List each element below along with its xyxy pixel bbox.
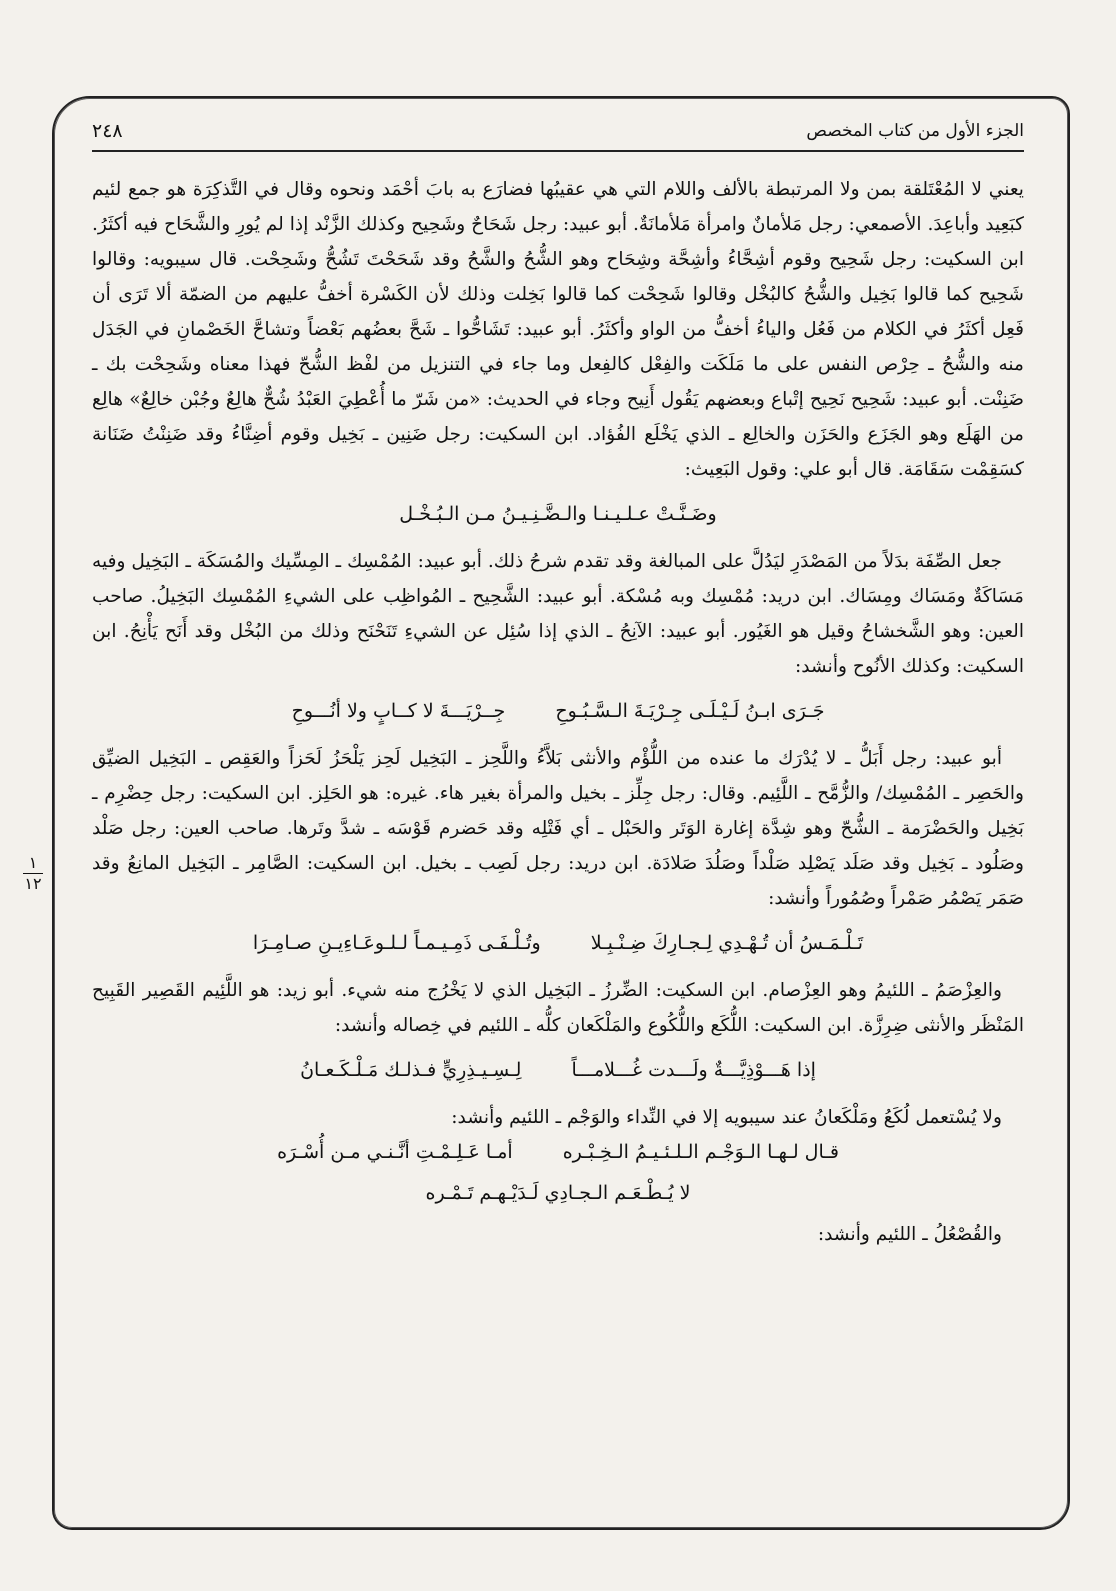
verse-1-hemistich: وضَـنَّـتْ عـلـيـنـا والـضَّـنِـيـنُ مـن الـبُـخْـل xyxy=(399,503,717,525)
verse-2-second-hemistich: جِــرْيَـــةَ لا كــابٍ ولا أنُـــوحِ xyxy=(291,700,506,722)
verse-4-second-hemistich: لِـسِـيـذِرِيٍّ فـذلـك مَـلْـكَـعـانُ xyxy=(300,1059,522,1081)
verse-3-first-hemistich: تَـلْـمَـسُ أن تُـهْـدِي لِـجـارِكَ ضِـنْـبِـلا xyxy=(590,932,864,954)
paragraph-1: يعني لا المُعْتَلقة بمن ولا المرتبطة بالألف واللام التي هي عقيبُها فضارَع به بابَ أحْمَد ونحوه وقال في التَّذكِرَة هو جمع لئيم كبَعِيد وأباعِدَ. الأصمعي: رجل مَلأمانٌ وامرأة مَلأمانَةٌ. أبو عبيد: رجل شَحَاحٌ وشَحِيح وكذلك الزَّنْد إذا لم يُورِ والشَّحَاح فيه أكثَرُ. ابن السكيت: رجل شَحِيح وقوم أشِحَّاءُ وأشِحَّة وشِحَاح وهو الشُّحُ والشَّحُ وقد شَحَحْتَ تَشُحُّ وشَحِحْت. قال سيبويه: وقالوا شَحِيح كما قالوا بَخِيل والشُّحُ كالبُخْل وقالوا شَحِحْت كما قالوا بَخِلت وذلك لأن الكَسْرة أخفُّ عليهم من الضمّة ألا تَرَى أن فَعِل أكثَرُ في الكلام من فَعُل والياءُ أخفُّ من الواو وأكثَرُ. أبو عبيد: تَشَاحُّوا ـ شَحَّ بعضُهم بَعْضاً وتشاحَّ الخَصْمانِ في الجَدَل منه والشُّحُ ـ حِرْص النفس على ما مَلَكَت والفِعْل كالفِعل وما جاء في التنزيل من لفْظ الشُّحّ فهذا معناه وشَحِحْت بك ـ ضَنِنْت. أبو عبيد: شَحِيح نَحِيح إتْباع وبعضهم يَقُول أَنِيح وجاء في الحديث: «من شَرّ ما أُعْطِيَ العَبْدُ شُحٌّ هالِعٌ وجُبْن خالِعٌ» هالِع من الهَلَع وهو الجَزَع والحَزَن والخالِع ـ الذي يَخْلَع الفُؤاد. ابن السكيت: رجل ضَنِين ـ بَخِيل وقوم أضِنَّاءُ وقد ضَنِنْتُ ضَنَانة كسَقِمْت سَقَامَة. قال أبو علي: وقول البَعِيث: xyxy=(92,179,1024,480)
verse-5 xyxy=(92,1135,1024,1170)
header-title: الجزء الأول من كتاب المخصص xyxy=(806,121,1024,141)
verse-2-first-hemistich: جَـرَى ابـنُ لَـيْـلَـى جِـرْيَـةَ الـسَّـبُـوحِ xyxy=(555,700,825,722)
running-header xyxy=(92,112,1024,152)
margin-folio-note xyxy=(18,854,48,893)
verse-4 xyxy=(92,1053,1024,1088)
paragraph-4: والعِزْصَمُ ـ اللئيمُ وهو العِزْصام. ابن السكيت: الضِّرزُ ـ البَخِيل الذي لا يَخْرُج منه شيء. أبو زيد: هو اللَّئِيم القَصِير القَبِيح المَنْظَر والأنثى ضِرِزَّة. ابن السكيت: اللُّكَع واللُّكُوع والمَلْكَعان كلُّه ـ اللئيم في خِصاله وأنشد: xyxy=(92,980,1024,1036)
page-number: ٢٤٨ xyxy=(92,120,123,142)
margin-note-denominator: ١٢ xyxy=(24,874,42,893)
verse-5-second-hemistich: أمـا عَـلِـمْـتِ أنَّـنـي مـن أُسْـرَه xyxy=(277,1141,513,1163)
verse-6 xyxy=(92,1176,1024,1211)
paragraph-3: أبو عبيد: رجل أَبَلُّ ـ لا يُدْرَك ما عنده من اللُّؤْم والأنثى بَلاَّءُ واللَّحِز ـ البَخِيل لَحِز يَلْحَزُ لَحَزاً والعَقِص ـ البَخِيل الضيِّق والحَصِر ـ المُمْسِك/ والزُّمَّح ـ اللَّئِيم. وقال: رجل جِلِّز ـ بخيل والمرأة بغير هاء. غيره: هو الحَلِز. ابن السكيت: رجل حِضْرِم ـ بَخِيل والحَضْرَمة ـ الشُّحّ وهو شِدَّة إغارة الوَتَر والحَبْل ـ أي فَتْلِه وقد حَضرم قَوْسَه ـ شدَّ وتَرها. صاحب العين: رجل صَلْد وصَلُود ـ بَخِيل وقد صَلَد يَصْلِد صَلْداً وصَلُدَ صَلادَة. ابن دريد: رجل لَصِب ـ بخيل. ابن السكيت: الصَّامِر ـ البَخِيل المانِعُ وقد صَمَر يَصْمُر صَمْراً وصُمُوراً وأنشد: xyxy=(92,748,1024,909)
margin-note-numerator: ١ xyxy=(28,853,38,872)
verse-1 xyxy=(92,497,1024,532)
paragraph-2: جعل الصِّفَة بدَلاً من المَصْدَرِ ليَدُلَّ على المبالغة وقد تقدم شرحُ ذلك. أبو عبيد: المُمْسِك ـ المِسِّيك والمُسَكَة ـ البَخِيل وفيه مَسَاكَةٌ ومَسَاك ومِسَاك. ابن دريد: مُمْسِك وبه مُسْكة. أبو عبيد: الشَّحِيح ـ المُواظِب على الشيءِ المُمْسِك البَخِيلُ. صاحب العين: وهو الشَّخشاحُ وقيل هو الغَيُور. أبو عبيد: الآنِحُ ـ الذي إذا سُئِل عن الشيءِ تَنَحْنَح وذلك من البُخْل وقد أَنَح يَأْنِحُ. ابن السكيت: وكذلك الأنُوح وأنشد: xyxy=(92,551,1024,677)
verse-3-second-hemistich: وتُـلْـفَـى ذَمِـيـمـاً لـلـوعَـاءِيـنِ صـامِـرَا xyxy=(252,932,541,954)
main-text xyxy=(92,172,1024,1252)
verse-6-hemistich: لا يُـطْـعَـم الـجـادِي لَـدَيْـهـم تَـمْـره xyxy=(425,1182,691,1204)
verse-4-first-hemistich: إذا هَـــوْذِيَّـــةٌ ولَـــدت غُـــلامـــاً xyxy=(571,1059,816,1081)
verse-5-first-hemistich: قـال لـهـا الـوَجْـم الـلـئـيـمُ الـخِـبْـره xyxy=(562,1141,839,1163)
paragraph-5: ولا يُسْتعمل لُكَعُ ومَلْكَعانُ عند سيبويه إلا في النِّداء والوَجْم ـ اللئيم وأنشد: xyxy=(451,1107,1002,1128)
verse-2 xyxy=(92,694,1024,729)
paragraph-6: والقُصْعُلُ ـ اللئيم وأنشد: xyxy=(817,1224,1002,1245)
verse-3 xyxy=(92,926,1024,961)
